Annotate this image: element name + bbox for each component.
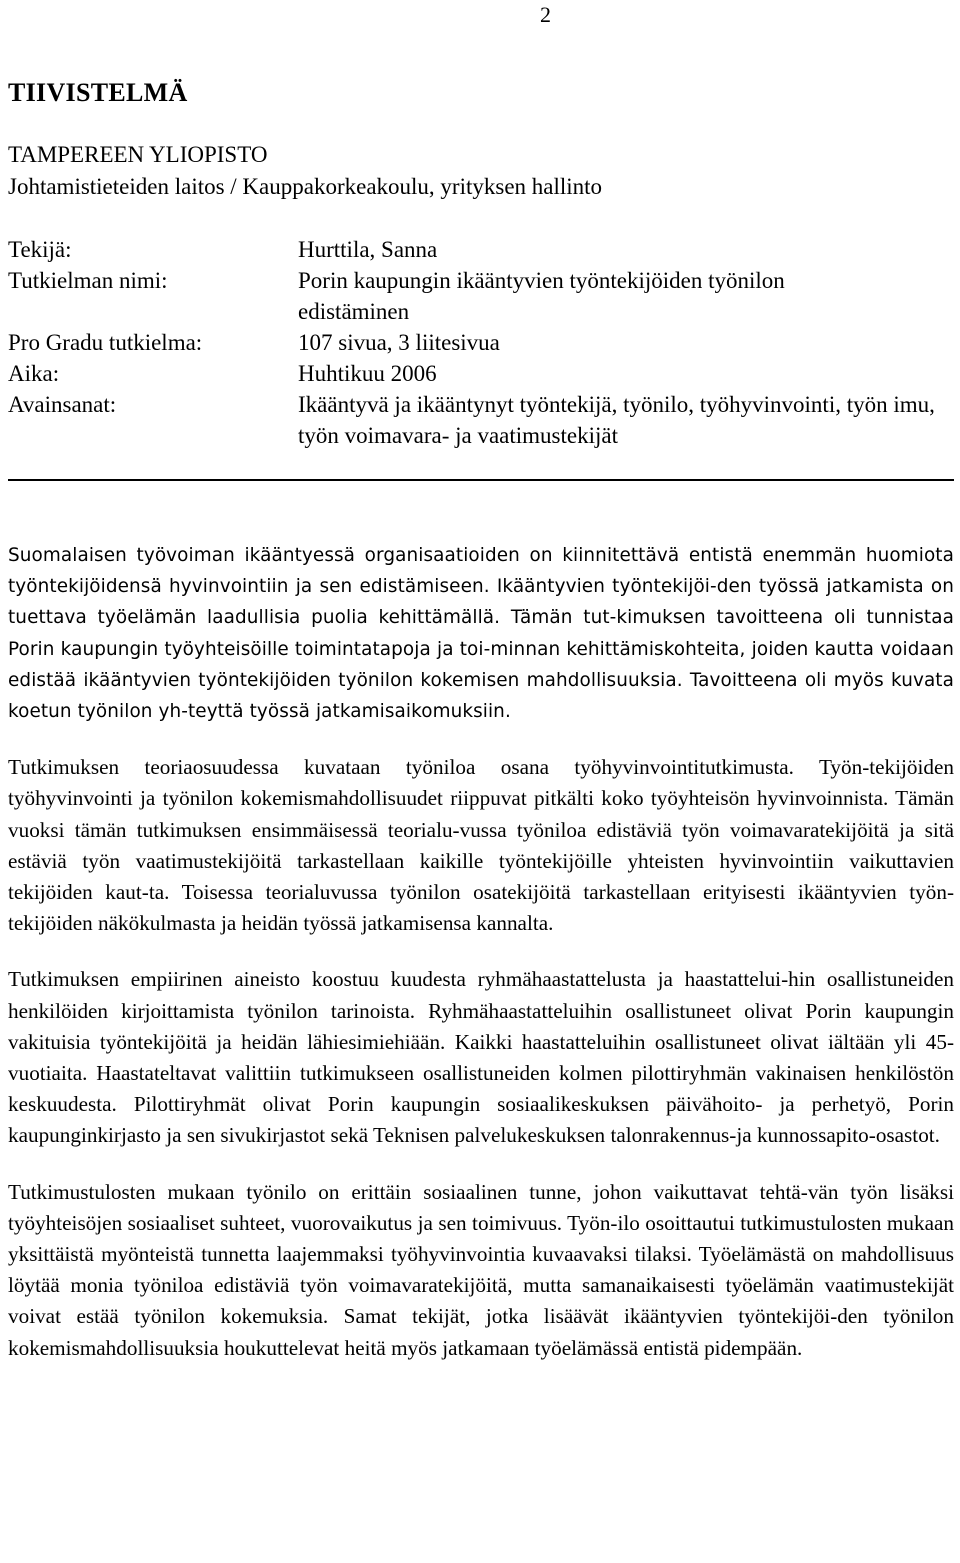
meta-label: Tutkielman nimi:	[8, 268, 168, 293]
meta-value: Ikääntyvä ja ikääntynyt työntekijä, työnilo, työhyvinvointi, työn imu, työn voimavara- ja vaatimustekijät	[298, 392, 935, 448]
meta-value: Hurttila, Sanna	[298, 237, 438, 262]
meta-value: Porin kaupungin ikääntyvien työntekijöiden työnilon edistäminen	[298, 268, 785, 324]
meta-row-author	[8, 234, 958, 265]
meta-row-thesis-type	[8, 327, 958, 358]
department-name: Johtamistieteiden laitos / Kauppakorkeakoulu, yrityksen hallinto	[8, 174, 603, 199]
meta-row-thesis-title	[8, 265, 958, 327]
abstract-paragraph: Tutkimuksen teoriaosuudessa kuvataan työniloa osana työhyvinvointitutkimusta. Työn-tekijöiden työhyvinvointi ja työnilon kokemismahdollisuudet riippuvat pitkälti koko työyhteisön hyvinvoinnista. Tämän vuoksi tämän tutkimuksen ensimmäisessä teorialu-vussa työniloa edistäviä työn voimavaratekijöitä ja sitä estäviä työn vaatimustekijöitä tarkastellaan kaikille työntekijöille yhteisten hyvinvointiin vaikuttavien tekijöiden kaut-ta. Toisessa teorialuvussa työnilon osatekijöitä tarkastellaan erityisesti ikääntyvien työn-tekijöiden näkökulmasta ja heidän työssä jatkamisensa kannalta.	[8, 755, 954, 936]
meta-row-keywords	[8, 389, 958, 451]
abstract-paragraph: Tutkimustulosten mukaan työnilo on erittäin sosiaalinen tunne, johon vaikuttavat tehtä-vän työn lisäksi työyhteisöjen sosiaaliset suhteet, vuorovaikutus ja sen toimivuus. Työn-ilo osoittautui tutkimustulosten mukaan yksittäistä myönteistä tunnetta laajemmaksi työhyvinvointia kuvaavaksi tilaksi. Työelämästä on mahdollisuus löytää monia työniloa edistäviä työn voimavaratekijöitä, mutta samanaikaisesti työelämän vaatimustekijät voivat estää työnilon kokemuksia. Samat tekijät, jotka lisäävät ikääntyvien työntekijöi-den työnilon kokemismahdollisuuksia houkuttelevat heitä myös jatkamaan työelämässä entistä pidempään.	[8, 1179, 954, 1360]
thesis-metadata	[8, 234, 958, 451]
meta-label: Avainsanat:	[8, 392, 117, 417]
meta-label: Aika:	[8, 361, 60, 386]
page-number: 2	[540, 2, 551, 27]
meta-label: Tekijä:	[8, 237, 72, 262]
abstract-body	[8, 540, 954, 1389]
horizontal-divider	[8, 479, 954, 481]
university-name: TAMPEREEN YLIOPISTO	[8, 142, 268, 167]
meta-value: 107 sivua, 3 liitesivua	[298, 330, 500, 355]
abstract-paragraph: Suomalaisen työvoiman ikääntyessä organisaatioiden on kiinnitettävä entistä enemmän huomiota työntekijöidensä hyvinvointiin ja sen edistämiseen. Ikääntyvien työntekijöi-den työssä jatkamista on tuettava työelämän laadullisia puolia kehittämällä. Tämän tut-kimuksen tavoitteena oli tunnistaa Porin kaupungin työyhteisöille toimintatapoja ja toi-minnan kehittämiskohteita, joiden kautta voidaan edistää ikääntyvien työntekijöiden työnilon kokemisen mahdollisuuksia. Tavoitteena oli myös kuvata koetun työnilon yh-teyttä työssä jatkamisaikomuksiin.	[8, 545, 954, 723]
abstract-paragraph: Tutkimuksen empiirinen aineisto koostuu kuudesta ryhmähaastattelusta ja haastattelui-hin osallistuneiden henkilöiden kirjoittamista työnilon tarinoista. Ryhmähaastatteluihin osallistuneet olivat Porin kaupungin vakituisia työntekijöitä ja heidän lähiesimiehiään. Kaikki haastatteluihin osallistuneet olivat iältään yli 45-vuotiaita. Haastateltavat valittiin tutkimukseen osallistuneiden kolmen pilottiryhmän vakinaisen henkilöstön keskuudesta. Pilottiryhmät olivat Porin kaupungin sosiaalikeskuksen päivähoito- ja perhetyö, Porin kaupunginkirjasto ja sen sivukirjastot sekä Teknisen palvelukeskuksen talonrakennus-ja kunnossapito-osastot.	[8, 967, 954, 1148]
abstract-title: TIIVISTELMÄ	[8, 78, 188, 107]
meta-value: Huhtikuu 2006	[298, 361, 437, 386]
meta-row-date	[8, 358, 958, 389]
meta-label: Pro Gradu tutkielma:	[8, 330, 203, 355]
